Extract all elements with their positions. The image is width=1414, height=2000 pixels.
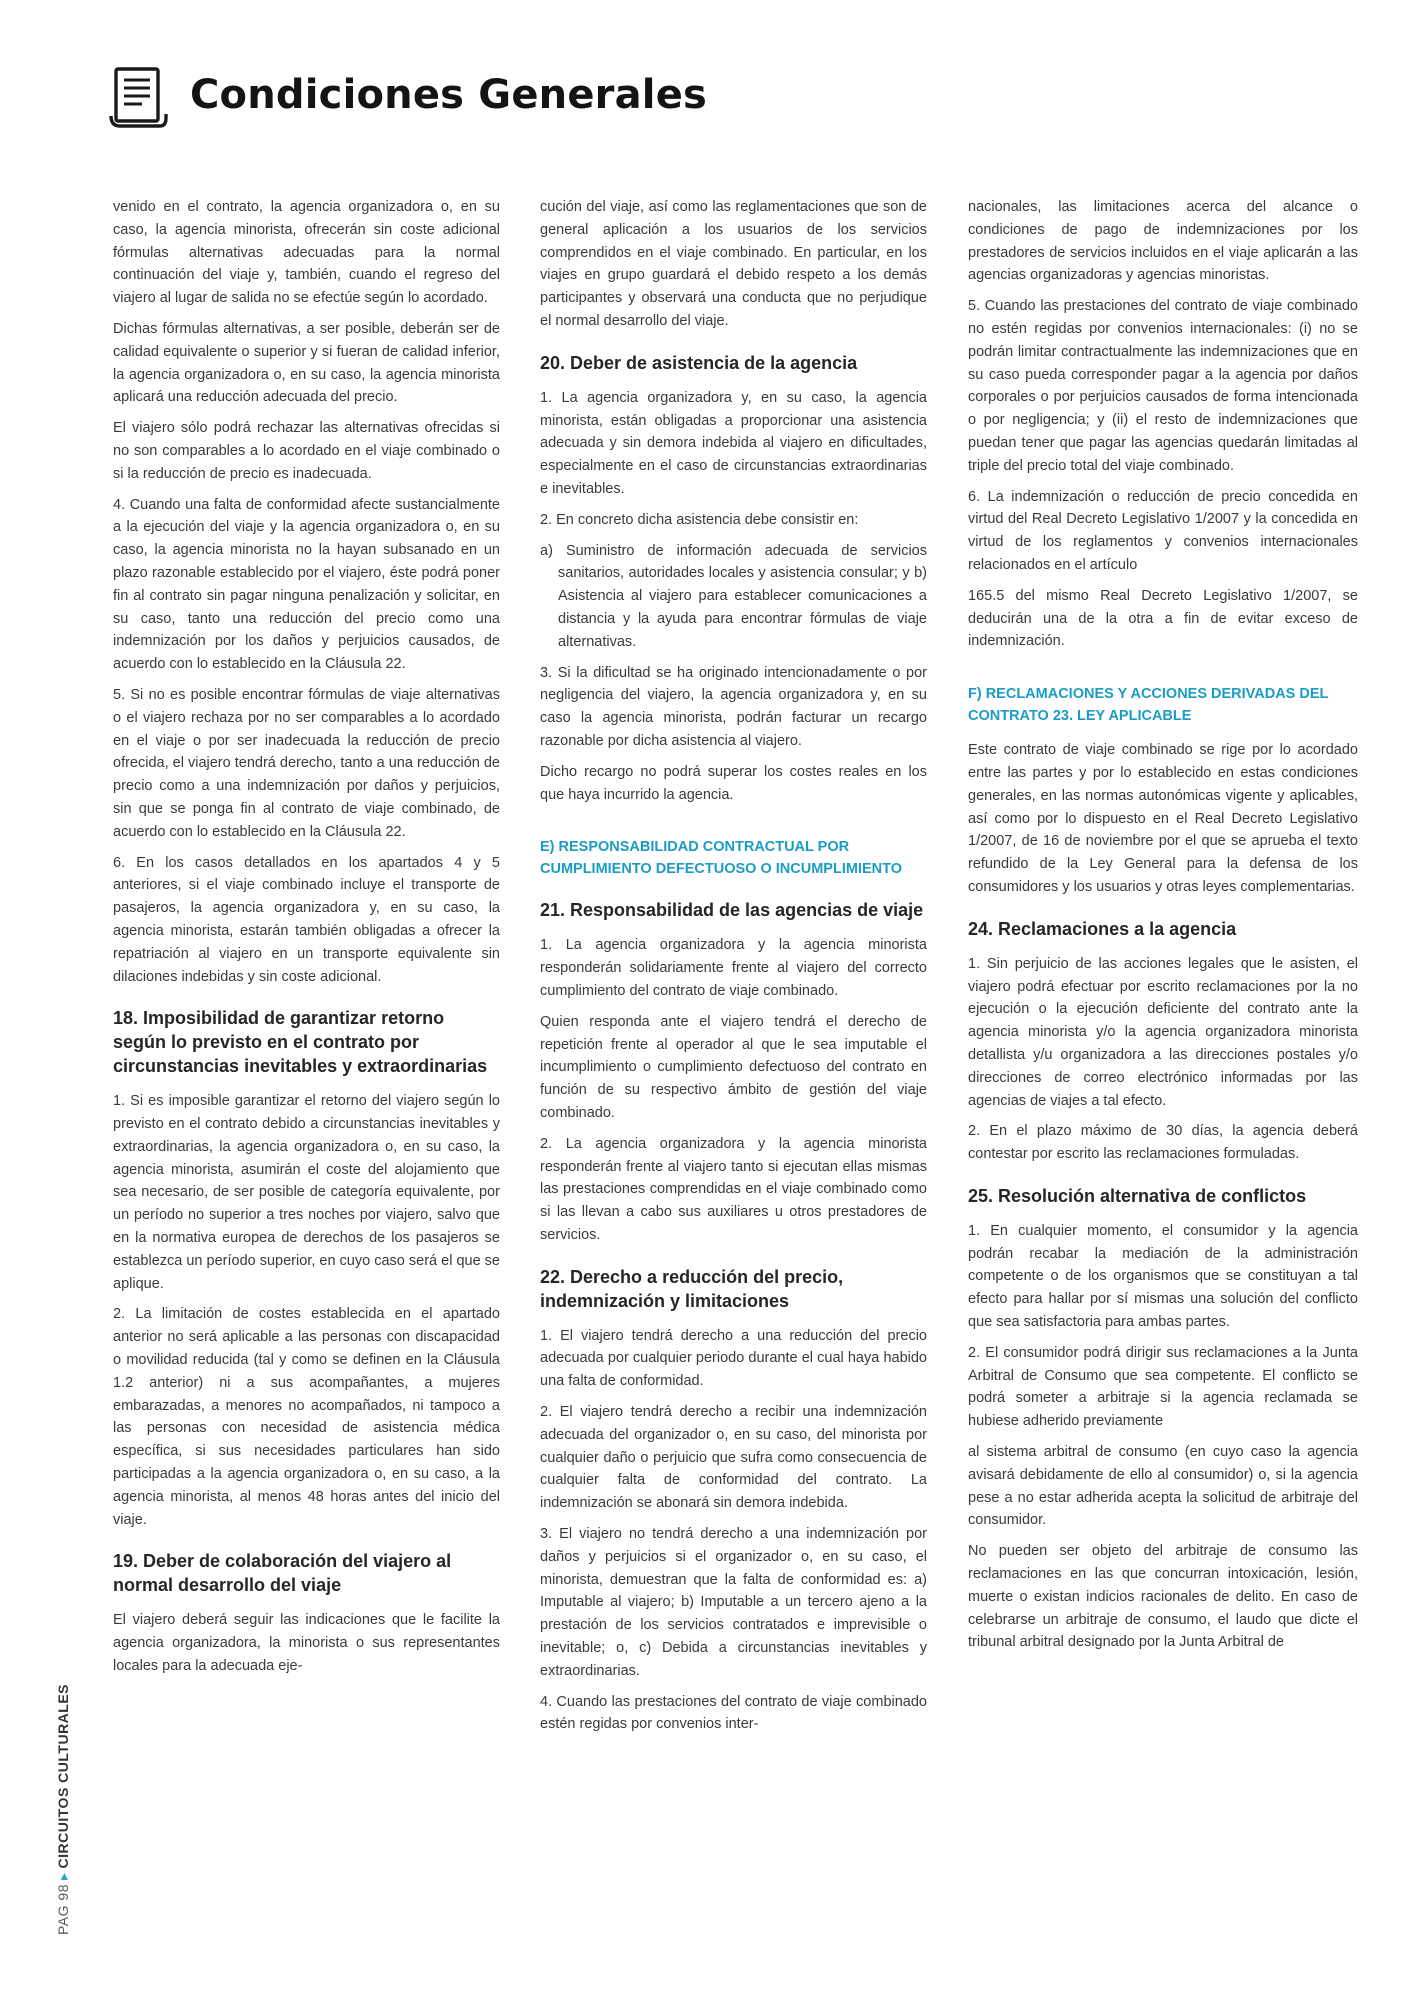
paragraph: 2. El viajero tendrá derecho a recibir una indemnización adecuada del organizador o, en su caso, del minorista por cualquier daño o perjuicio que sufra como consecuencia de cualquier falta de conformidad del contrato. La indemnización se abonará sin demora indebida. — [540, 1404, 927, 1512]
paragraph: 1. La agencia organizadora y la agencia minorista responderán solidariamente frente al viajero del correcto cumplimiento del contrato de viaje combinado. — [540, 937, 927, 999]
paragraph: 1. La agencia organizadora y, en su caso, la agencia minorista, están obligadas a proporcionar una asistencia adecuada y sin demora indebida al viajero en dificultades, especialmente en el caso de circunstancias extraordinarias e inevitables. — [540, 389, 927, 497]
arrow-icon: ▸ — [55, 1872, 71, 1880]
page-number: PAG 98 — [55, 1884, 71, 1935]
paragraph: 3. El viajero no tendrá derecho a una indemnización por daños y perjuicios si el organizador o, en su caso, el minorista, demuestran que la falta de conformidad es: a) Imputable al viajero; b) Imputable a un tercero ajeno a la prestación de los servicios contratados e imprevisible o inevitable; o, c) Debida a circunstancias inevitables y extraordinarias. — [540, 1526, 927, 1679]
paragraph: Quien responda ante el viajero tendrá el derecho de repetición frente al operador al que le sea imputable el incumplimiento o cumplimiento defectuoso del contrato en función de su respectivo ámbito de gestión del viaje combinado. — [540, 1013, 927, 1121]
page-footer-label — [55, 1684, 72, 1935]
text-column-1 — [113, 196, 500, 1686]
paragraph: 2. En el plazo máximo de 30 días, la agencia deberá contestar por escrito las reclamaciones formuladas. — [968, 1123, 1358, 1163]
paragraph: 2. En concreto dicha asistencia debe consistir en: — [540, 511, 859, 528]
paragraph: al sistema arbitral de consumo (en cuyo caso la agencia avisará debidamente de ello al consumidor) o, si la agencia pese a no estar adherida acepta la solicitud de arbitraje del consumidor. — [968, 1444, 1358, 1529]
document-scroll-icon — [108, 66, 168, 130]
paragraph: El viajero deberá seguir las indicaciones que le facilite la agencia organizadora, la minorista o sus representantes locales para la adecuada eje- — [113, 1612, 500, 1675]
text-column-3 — [968, 196, 1358, 1662]
paragraph: 1. En cualquier momento, el consumidor y la agencia podrán recabar la mediación de la administración competente o de los organismos que se constituyan a tal efecto para hallar por sí mismas una solución del conflicto que sea satisfactoria para ambas partes. — [968, 1222, 1358, 1331]
section-heading: 18. Imposibilidad de garantizar retorno según lo previsto en el contrato por circunstancias inevitables y extraordinarias — [113, 1008, 488, 1077]
paragraph: Este contrato de viaje combinado se rige por lo acordado entre las partes y por lo establecido en estas condiciones generales, en las normas autonómicas vigente y aplicables, así como por lo dispuesto en el Real Decreto Legislativo 1/2007, de 16 de noviembre por el que se aprueba el texto refundido de la Ley General para la defensa de los consumidores y los usuarios y otras leyes complementarias. — [968, 742, 1358, 895]
paragraph: 2. El consumidor podrá dirigir sus reclamaciones a la Junta Arbitral de Consumo que sea competente. El conflicto se podrá someter a arbitraje si la agencia reclamada se hubiese adherido previamente — [968, 1344, 1358, 1430]
section-heading: 25. Resolución alternativa de conflictos — [968, 1185, 1307, 1206]
paragraph: 2. La limitación de costes establecida en el apartado anterior no será aplicable a las personas con discapacidad o movilidad reducida (tal y como se definen en la Cláusula 1.2 anterior) ni a sus acompañantes, a mujeres embarazadas, a menores no acompañados, ni tampoco a las personas con necesidad de asistencia médica específica, si sus necesidades particulares han sido participadas a la agencia organizadora o, en su caso, a la agencia minorista, al menos 48 horas antes del inicio del viaje. — [113, 1306, 500, 1528]
paragraph: No pueden ser objeto del arbitraje de consumo las reclamaciones en las que concurran intoxicación, lesión, muerte o existan indicios racionales de delito. En caso de celebrarse un arbitraje de consumo, el laudo que dicte el tribunal arbitral designado por la Junta Arbitral de — [968, 1543, 1358, 1651]
paragraph: 6. En los casos detallados en los apartados 4 y 5 anteriores, si el viaje combinado incluye el transporte de pasajeros, la agencia organizadora y, en su caso, la agencia minorista, estarán también obligadas a ofrecer la repatriación al viajero en un transporte equivalente sin dilaciones indebidas y sin coste adicional. — [113, 854, 500, 985]
paragraph: 1. El viajero tendrá derecho a una reducción del precio adecuada por cualquier periodo durante el cual haya habido una falta de conformidad. — [540, 1327, 927, 1390]
paragraph: 3. Si la dificultad se ha originado intencionadamente o por negligencia del viajero, la agencia organizadora y, en su caso la agencia minorista, podrán facturar un recargo razonable por dicha asistencia al viajero. — [540, 664, 927, 749]
list-paragraph: a) Suministro de información adecuada de servicios sanitarios, autoridades locales y asistencia consular; y b) Asistencia al viajero para establecer comunicaciones a distancia y la ayuda para encontrar fórmulas de viaje alternativas. — [540, 542, 927, 650]
paragraph: 165.5 del mismo Real Decreto Legislativo 1/2007, se deducirán una de la otra a fin de evitar exceso de indemnización. — [968, 587, 1358, 650]
paragraph: Dicho recargo no podrá superar los costes reales en los que haya incurrido la agencia. — [540, 763, 927, 803]
section-name: CIRCUITOS CULTURALES — [55, 1683, 71, 1869]
paragraph: 4. Cuando una falta de conformidad afecte sustancialmente a la ejecución del viaje y la agencia organizadora o, en su caso, la agencia minorista no la hayan subsanado en un plazo razonable establecido por el viajero, éste podrá poner fin al contrato sin pagar ninguna penalización y solicitar, en su caso, tanto una reducción del precio como una indemnización por los daños y perjuicios causados, de acuerdo con lo establecido en la Cláusula 22. — [113, 496, 500, 673]
paragraph: El viajero sólo podrá rechazar las alternativas ofrecidas si no son comparables a lo acordado en el viaje combinado o si la reducción de precio es inadecuada. — [113, 420, 500, 482]
paragraph: venido en el contrato, la agencia organizadora o, en su caso, la agencia minorista, ofrecerán sin coste adicional fórmulas alternativas adecuadas para la normal continuación del viaje y, también, cuando el regreso del viajero al lugar de salida no se efectúe según lo acordado. — [113, 199, 500, 307]
page-title: Condiciones Generales — [190, 72, 708, 118]
paragraph: Dichas fórmulas alternativas, a ser posible, deberán ser de calidad equivalente o superior y si fueran de calidad inferior, la agencia organizadora o, en su caso, la agencia minorista aplicará una reducción adecuada del precio. — [113, 320, 500, 406]
section-heading: 21. Responsabilidad de las agencias de viaje — [540, 900, 924, 921]
paragraph: 6. La indemnización o reducción de precio concedida en virtud del Real Decreto Legislativo 1/2007 y la concedida en virtud de los reglamentos y convenios internacionales relacionados en el artículo — [968, 488, 1358, 573]
paragraph: 5. Cuando las prestaciones del contrato de viaje combinado no estén regidas por convenios internacionales: (i) no se podrán limitar contractualmente las indemnizaciones que en su caso pueda corresponder pagar a la agencia por daños corporales o por perjuicios causados de forma intencionada o por negligencia; y (ii) el resto de indemnizaciones que puedan tener que pagar las agencias quedarán limitadas al triple del precio total del viaje combinado. — [968, 298, 1358, 474]
section-heading: 20. Deber de asistencia de la agencia — [540, 352, 858, 373]
section-heading: 19. Deber de colaboración del viajero al normal desarrollo del viaje — [113, 1551, 452, 1596]
paragraph: 2. La agencia organizadora y la agencia minorista responderán frente al viajero tanto si ejecutan ellas mismas las prestaciones comprendidas en el viaje combinado como si las llevan a cabo sus auxiliares u otros prestadores de servicios. — [540, 1135, 927, 1243]
paragraph: nacionales, las limitaciones acerca del alcance o condiciones de pago de indemnizaciones por los prestadores de servicios incluidos en el viaje aplicarán a las agencias organizadoras y agencias minoristas. — [968, 199, 1358, 284]
section-heading: 22. Derecho a reducción del precio, indemnización y limitaciones — [540, 1266, 844, 1311]
part-heading: E) RESPONSABILIDAD CONTRACTUAL POR CUMPLIMIENTO DEFECTUOSO O INCUMPLIMIENTO — [540, 839, 902, 878]
section-heading: 24. Reclamaciones a la agencia — [968, 918, 1237, 939]
text-column-2 — [540, 196, 927, 1744]
paragraph: 1. Sin perjuicio de las acciones legales que le asisten, el viajero podrá efectuar por escrito reclamaciones por la no ejecución o la ejecución deficiente del contrato ante la agencia minorista y/o la agencia organizadora minorista detallista y/u organizadora a las direcciones postales y/o direcciones de correo electrónico informadas por las agencias de viajes a tal efecto. — [968, 955, 1358, 1109]
paragraph: 4. Cuando las prestaciones del contrato de viaje combinado estén regidas por convenios inter- — [540, 1693, 927, 1733]
paragraph: 5. Si no es posible encontrar fórmulas de viaje alternativas o el viajero rechaza por no ser comparables a lo acordado en el viaje o por ser inadecuada la reducción de precio ofrecida, el viajero tendrá derecho, tanto a una reducción de precio como a una indemnización por daños y perjuicios, sin que se ponga fin al contrato de viaje combinado, de acuerdo con lo establecido en la Cláusula 22. — [113, 686, 500, 840]
part-heading: F) RECLAMACIONES Y ACCIONES DERIVADAS DEL CONTRATO 23. LEY APLICABLE — [968, 686, 1329, 725]
paragraph: 1. Si es imposible garantizar el retorno del viajero según lo previsto en el contrato debido a circunstancias inevitables y extraordinarias, la agencia organizadora o, en su caso, la agencia minorista, asumirán el coste del alojamiento que sea necesario, de ser posible de categoría equivalente, por un período no superior a tres noches por viajero, salvo que en la normativa europea de derechos de los pasajeros se establezca un período superior, en cuyo caso será el que se aplique. — [113, 1093, 500, 1292]
paragraph: cución del viaje, así como las reglamentaciones que son de general aplicación a los usuarios de los servicios comprendidos en el viaje combinado. En particular, en los viajes en grupo guardará el debido respeto a los demás participantes y observará una conducta que no perjudique el normal desarrollo del viaje. — [540, 199, 927, 329]
